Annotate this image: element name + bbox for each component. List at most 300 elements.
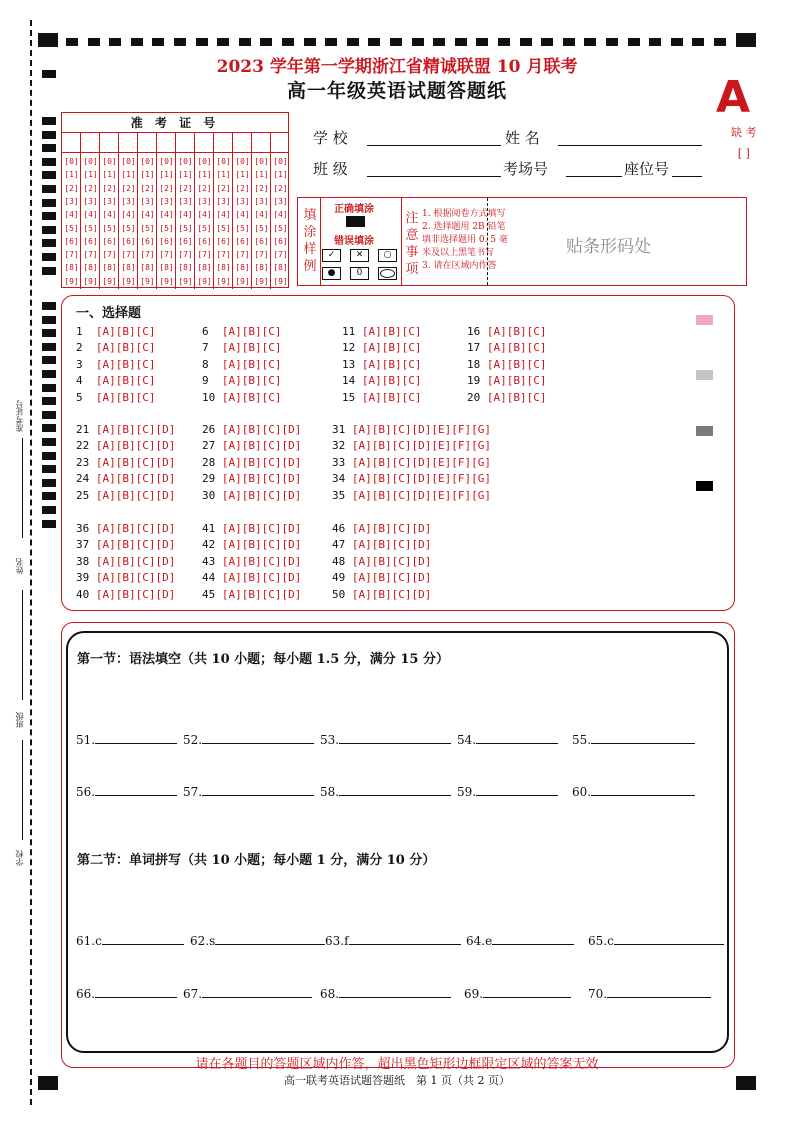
exam-number-bubble[interactable]: [8]	[273, 263, 288, 273]
answer-bubbles[interactable]: [A][B][C]	[221, 357, 282, 371]
timing-mark	[606, 38, 618, 46]
choice-question[interactable]	[76, 456, 175, 469]
exam-number-column	[157, 133, 176, 289]
exam-number-bubble[interactable]: [9]	[273, 276, 288, 286]
choice-question[interactable]	[342, 358, 421, 371]
choice-question[interactable]	[342, 374, 421, 387]
exam-number-bubble[interactable]: [0]	[102, 157, 117, 166]
exam-number-bubble[interactable]: [7]	[102, 250, 117, 260]
choice-question[interactable]	[202, 571, 301, 584]
exam-number-grid	[61, 112, 289, 288]
answer-bubbles[interactable]: [A][B][C][D]	[95, 472, 176, 486]
answer-bubbles[interactable]: [A][B][C]	[361, 390, 422, 404]
absent-area[interactable]	[731, 122, 757, 164]
choice-question[interactable]	[76, 538, 175, 551]
timing-mark	[42, 199, 56, 207]
exam-number-bubble[interactable]: [8]	[102, 263, 117, 273]
choice-question[interactable]	[342, 325, 421, 338]
exam-number-bubble[interactable]: [5]	[159, 223, 174, 233]
blank-line[interactable]	[339, 731, 451, 744]
exam-number-bubble[interactable]: [4]	[159, 210, 174, 220]
answer-bubbles[interactable]: [A][B][C][D]	[221, 455, 302, 469]
blank-line[interactable]	[202, 731, 314, 744]
exam-number-bubble[interactable]: [0]	[254, 157, 269, 166]
timing-mark	[412, 38, 424, 46]
exam-number-bubble[interactable]: [7]	[159, 250, 174, 260]
exam-number-bubble[interactable]: [6]	[83, 236, 98, 246]
blank-line[interactable]	[483, 985, 571, 998]
exam-number-bubble[interactable]: [2]	[273, 183, 288, 193]
corner-mark-top-right	[736, 33, 756, 47]
exam-number-bubble[interactable]: [6]	[159, 236, 174, 246]
answer-bubbles[interactable]: [A][B][C]	[486, 390, 547, 404]
exam-number-bubble[interactable]: [4]	[121, 210, 136, 220]
answer-bubbles[interactable]: [A][B][C][D]	[221, 439, 302, 453]
answer-blank[interactable]	[183, 731, 314, 747]
exam-number-bubble[interactable]: [3]	[273, 196, 288, 206]
exam-number-bubble[interactable]: [3]	[121, 196, 136, 206]
answer-bubbles[interactable]: [A][B][C][D]	[95, 571, 176, 585]
answer-bubbles[interactable]: [A][B][C][D]	[95, 538, 176, 552]
choice-question[interactable]	[202, 325, 281, 338]
exam-number-bubble[interactable]: [2]	[178, 183, 193, 193]
exam-number-bubble[interactable]: [6]	[235, 236, 250, 246]
exam-number-bubble[interactable]: [2]	[159, 183, 174, 193]
exam-number-bubble[interactable]: [7]	[254, 250, 269, 260]
exam-number-bubble[interactable]: [7]	[121, 250, 136, 260]
answer-blank[interactable]	[183, 985, 312, 1001]
answer-bubbles[interactable]: [A][B][C][D]	[221, 472, 302, 486]
answer-blank[interactable]	[190, 932, 325, 948]
exam-number-bubble[interactable]: [1]	[216, 170, 231, 180]
question-number: 47	[332, 538, 352, 552]
choice-question[interactable]	[332, 456, 491, 469]
exam-number-bubble[interactable]: [1]	[83, 170, 98, 180]
choice-question[interactable]	[332, 538, 431, 551]
exam-number-bubble[interactable]: [9]	[216, 276, 231, 286]
blank-line[interactable]	[591, 731, 695, 744]
exam-number-bubble[interactable]: [9]	[197, 276, 212, 286]
exam-number-bubble[interactable]: [4]	[64, 210, 79, 220]
answer-blank[interactable]	[320, 731, 451, 747]
answer-bubbles[interactable]: [A][B][C][D]	[221, 554, 302, 568]
choice-question[interactable]	[332, 588, 431, 601]
exam-number-bubble[interactable]: [8]	[159, 263, 174, 273]
margin-line-1	[22, 438, 23, 538]
choice-question[interactable]	[76, 341, 155, 354]
choice-question[interactable]	[342, 341, 421, 354]
choice-question[interactable]	[76, 325, 155, 338]
exam-number-bubble[interactable]: [8]	[235, 263, 250, 273]
answer-bubbles[interactable]: [A][B][C]	[95, 341, 156, 355]
choice-question[interactable]	[202, 538, 301, 551]
exam-number-bubble[interactable]: [8]	[216, 263, 231, 273]
blank-number: 59.	[457, 785, 477, 799]
exam-number-bubble[interactable]: [1]	[254, 170, 269, 180]
exam-number-bubble[interactable]: [5]	[83, 223, 98, 233]
exam-number-bubble[interactable]: [3]	[83, 196, 98, 206]
answer-bubbles[interactable]: [A][B][C]	[361, 357, 422, 371]
timing-mark	[42, 117, 56, 125]
exam-number-bubble[interactable]: [6]	[140, 236, 155, 246]
exam-number-bubble[interactable]: [9]	[159, 276, 174, 286]
exam-number-bubble[interactable]: [7]	[197, 250, 212, 260]
class-field[interactable]	[367, 175, 501, 177]
exam-number-bubble[interactable]: [1]	[235, 170, 250, 180]
timing-mark	[88, 38, 100, 46]
exam-number-bubble[interactable]: [1]	[159, 170, 174, 180]
question-number: 28	[202, 455, 222, 469]
blank-line[interactable]	[95, 783, 177, 796]
blank-line[interactable]	[492, 932, 574, 945]
answer-blank[interactable]	[76, 783, 177, 799]
answer-bubbles[interactable]: [A][B][C]	[221, 341, 282, 355]
choice-question[interactable]	[76, 555, 175, 568]
exam-number-bubble[interactable]: [2]	[102, 183, 117, 193]
answer-bubbles[interactable]: [A][B][C]	[221, 390, 282, 404]
exam-number-bubble[interactable]: [2]	[254, 183, 269, 193]
choice-question[interactable]	[332, 423, 491, 436]
exam-number-bubble[interactable]: [7]	[216, 250, 231, 260]
choice-question[interactable]	[202, 456, 301, 469]
answer-blank[interactable]	[572, 731, 695, 747]
exam-number-bubble[interactable]: [8]	[197, 263, 212, 273]
timing-mark	[42, 329, 56, 337]
exam-number-bubble[interactable]: [3]	[140, 196, 155, 206]
exam-number-bubble[interactable]: [6]	[254, 236, 269, 246]
choice-question[interactable]	[76, 588, 175, 601]
exam-number-bubble[interactable]: [0]	[121, 157, 136, 166]
answer-bubbles[interactable]: [A][B][C]	[486, 341, 547, 355]
choice-question[interactable]	[202, 374, 281, 387]
choice-question[interactable]	[76, 358, 155, 371]
choice-question[interactable]	[202, 439, 301, 452]
exam-number-bubble[interactable]: [3]	[159, 196, 174, 206]
answer-blank[interactable]	[572, 783, 695, 799]
exam-number-bubble[interactable]: [6]	[102, 236, 117, 246]
exam-number-bubble[interactable]: [9]	[254, 276, 269, 286]
choice-question[interactable]	[76, 439, 175, 452]
answer-bubbles[interactable]: [A][B][C][D]	[95, 488, 176, 502]
blank-number: 63.f	[325, 934, 349, 948]
blank-line[interactable]	[102, 932, 184, 945]
blank-line[interactable]	[476, 783, 558, 796]
question-number: 35	[332, 488, 352, 502]
timing-mark	[42, 185, 56, 193]
exam-number-bubble[interactable]: [0]	[159, 157, 174, 166]
exam-number-bubble[interactable]: [3]	[178, 196, 193, 206]
exam-number-bubble[interactable]: [1]	[140, 170, 155, 180]
answer-bubbles[interactable]: [A][B][C][D]	[95, 439, 176, 453]
choice-question[interactable]	[202, 341, 281, 354]
choice-question[interactable]	[332, 489, 491, 502]
exam-number-bubble[interactable]: [8]	[254, 263, 269, 273]
question-number: 30	[202, 488, 222, 502]
timing-mark	[282, 38, 294, 46]
exam-number-bubble[interactable]: [8]	[140, 263, 155, 273]
answer-bubbles[interactable]: [A][B][C][D]	[351, 538, 432, 552]
ellipse-mark-icon	[378, 267, 397, 280]
corner-mark-top-left	[38, 33, 58, 47]
answer-bubbles[interactable]: [A][B][C][D]	[221, 522, 302, 535]
exam-number-bubble[interactable]: [5]	[64, 223, 79, 233]
answer-bubbles[interactable]: [A][B][C]	[361, 341, 422, 355]
choice-question[interactable]	[467, 374, 546, 387]
exam-number-bubble[interactable]: [6]	[64, 236, 79, 246]
choice-question[interactable]	[332, 522, 431, 535]
choice-question[interactable]	[332, 439, 491, 452]
answer-bubbles[interactable]: [A][B][C]	[486, 357, 547, 371]
exam-number-bubble[interactable]: [3]	[102, 196, 117, 206]
answer-bubbles[interactable]: [A][B][C][D]	[351, 522, 432, 535]
answer-bubbles[interactable]: [A][B][C][D]	[95, 455, 176, 469]
answer-bubbles[interactable]: [A][B][C][D]	[95, 423, 176, 436]
blank-number: 62.s	[190, 934, 216, 948]
exam-number-bubble[interactable]: [5]	[140, 223, 155, 233]
margin-line-3	[22, 740, 23, 840]
absent-checkbox[interactable]: [ ]	[737, 147, 750, 160]
answer-blank[interactable]	[320, 985, 451, 1001]
exam-number-bubble[interactable]: [2]	[216, 183, 231, 193]
blank-line[interactable]	[349, 932, 461, 945]
exam-number-bubble[interactable]: [9]	[178, 276, 193, 286]
exam-number-bubble[interactable]: [5]	[197, 223, 212, 233]
exam-number-bubble[interactable]: [8]	[178, 263, 193, 273]
exam-number-bubble[interactable]: [5]	[254, 223, 269, 233]
name-field[interactable]	[558, 144, 702, 146]
exam-number-column	[119, 133, 138, 289]
answer-bubbles[interactable]: [A][B][C]	[95, 374, 156, 388]
answer-bubbles[interactable]: [A][B][C][D]	[351, 571, 432, 585]
exam-number-bubble[interactable]: [5]	[273, 223, 288, 233]
exam-number-bubble[interactable]: [3]	[235, 196, 250, 206]
exam-number-bubble[interactable]: [3]	[64, 196, 79, 206]
exam-number-bubble[interactable]: [5]	[216, 223, 231, 233]
exam-number-bubble[interactable]: [2]	[235, 183, 250, 193]
exam-number-bubble[interactable]: [4]	[102, 210, 117, 220]
answer-bubbles[interactable]: [A][B][C][D]	[351, 554, 432, 568]
answer-bubbles[interactable]: [A][B][C][D][E][F][G]	[351, 488, 491, 502]
choice-question[interactable]	[76, 472, 175, 485]
school-field[interactable]	[367, 144, 501, 146]
blank-line[interactable]	[476, 731, 558, 744]
answer-bubbles[interactable]: [A][B][C][D]	[95, 522, 176, 535]
exam-number-bubble[interactable]: [4]	[140, 210, 155, 220]
exam-number-bubble[interactable]: [4]	[235, 210, 250, 220]
choice-question[interactable]	[202, 588, 301, 601]
answer-bubbles[interactable]: [A][B][C][D]	[221, 587, 302, 601]
choice-question[interactable]	[332, 555, 431, 568]
exam-number-bubble[interactable]: [0]	[216, 157, 231, 166]
exam-number-bubble[interactable]: [0]	[273, 157, 288, 166]
question-number: 24	[76, 472, 96, 486]
answer-bubbles[interactable]: [A][B][C]	[486, 374, 547, 388]
exam-number-bubble[interactable]: [0]	[178, 157, 193, 166]
exam-number-bubble[interactable]: [7]	[273, 250, 288, 260]
answer-blank[interactable]	[457, 731, 558, 747]
answer-blank[interactable]	[183, 783, 314, 799]
answer-bubbles[interactable]: [A][B][C][D][E][F][G]	[351, 455, 491, 469]
exam-number-bubble[interactable]: [4]	[216, 210, 231, 220]
exam-number-bubble[interactable]: [8]	[64, 263, 79, 273]
barcode-divider	[487, 198, 488, 285]
exam-number-bubble[interactable]: [2]	[83, 183, 98, 193]
answer-bubbles[interactable]: [A][B][C][D]	[351, 587, 432, 601]
exam-number-bubble[interactable]: [8]	[121, 263, 136, 273]
exam-number-bubble[interactable]: [1]	[64, 170, 79, 180]
answer-bubbles[interactable]: [A][B][C][D][E][F][G]	[351, 472, 491, 486]
choice-question[interactable]	[342, 391, 421, 404]
answer-bubbles[interactable]: [A][B][C][D]	[95, 587, 176, 601]
answer-blank[interactable]	[466, 932, 574, 948]
exam-number-bubble[interactable]: [4]	[178, 210, 193, 220]
answer-bubbles[interactable]: [A][B][C]	[221, 325, 282, 338]
exam-number-bubble[interactable]: [5]	[178, 223, 193, 233]
exam-number-bubble[interactable]: [2]	[64, 183, 79, 193]
answer-bubbles[interactable]: [A][B][C][D]	[95, 554, 176, 568]
exam-number-bubble[interactable]: [0]	[235, 157, 250, 166]
exam-number-bubble[interactable]: [5]	[235, 223, 250, 233]
timing-mark	[42, 465, 56, 473]
exam-number-bubble[interactable]: [1]	[121, 170, 136, 180]
exam-number-bubble[interactable]: [9]	[102, 276, 117, 286]
answer-blank[interactable]	[588, 985, 711, 1001]
exam-number-bubble[interactable]: [1]	[273, 170, 288, 180]
choice-question[interactable]	[467, 358, 546, 371]
exam-number-bubble[interactable]: [1]	[197, 170, 212, 180]
blank-line[interactable]	[614, 932, 724, 945]
question-number: 31	[332, 423, 352, 436]
blank-line[interactable]	[339, 985, 451, 998]
exam-number-bubble[interactable]: [3]	[216, 196, 231, 206]
choice-question[interactable]	[76, 374, 155, 387]
exam-number-bubble[interactable]: [6]	[121, 236, 136, 246]
exam-number-bubble[interactable]: [7]	[140, 250, 155, 260]
answer-blank[interactable]	[76, 731, 177, 747]
choice-question[interactable]	[332, 472, 491, 485]
question-number: 19	[467, 374, 487, 388]
answer-bubbles[interactable]: [A][B][C]	[95, 390, 156, 404]
exam-number-bubble[interactable]: [0]	[64, 157, 79, 166]
blank-line[interactable]	[202, 783, 314, 796]
exam-number-bubble[interactable]: [0]	[83, 157, 98, 166]
choice-question[interactable]	[467, 341, 546, 354]
choice-question[interactable]	[202, 358, 281, 371]
choice-question[interactable]	[202, 489, 301, 502]
exam-number-bubble[interactable]: [5]	[102, 223, 117, 233]
choice-question[interactable]	[467, 325, 546, 338]
barcode-area-label[interactable]: 贴条形码处	[566, 237, 651, 257]
exam-number-bubble[interactable]: [3]	[254, 196, 269, 206]
exam-number-bubble[interactable]: [9]	[235, 276, 250, 286]
choice-question[interactable]	[202, 555, 301, 568]
exam-number-bubble[interactable]: [0]	[197, 157, 212, 166]
exam-number-bubble[interactable]: [7]	[235, 250, 250, 260]
choice-question[interactable]	[76, 571, 175, 584]
exam-number-bubble[interactable]: [2]	[140, 183, 155, 193]
exam-number-bubble[interactable]: [4]	[254, 210, 269, 220]
choice-question[interactable]	[202, 423, 301, 436]
answer-blank[interactable]	[320, 783, 451, 799]
answer-bubbles[interactable]: [A][B][C][D]	[221, 423, 302, 436]
exam-number-bubble[interactable]: [6]	[273, 236, 288, 246]
answer-blank[interactable]	[325, 932, 461, 948]
blank-line[interactable]	[95, 731, 177, 744]
blank-line[interactable]	[591, 783, 695, 796]
exam-number-bubble[interactable]: [4]	[273, 210, 288, 220]
blank-line[interactable]	[215, 932, 325, 945]
exam-number-bubble[interactable]: [2]	[197, 183, 212, 193]
answer-bubbles[interactable]: [A][B][C]	[361, 374, 422, 388]
room-field[interactable]	[566, 175, 622, 177]
answer-blank[interactable]	[588, 932, 724, 948]
answer-bubbles[interactable]: [A][B][C]	[361, 325, 422, 338]
answer-bubbles[interactable]: [A][B][C][D][E][F][G]	[351, 423, 491, 436]
exam-number-bubble[interactable]: [6]	[178, 236, 193, 246]
exam-number-bubble[interactable]: [5]	[121, 223, 136, 233]
exam-number-bubble[interactable]: [4]	[83, 210, 98, 220]
answer-bubbles[interactable]: [A][B][C][D]	[221, 538, 302, 552]
answer-bubbles[interactable]: [A][B][C]	[486, 325, 547, 338]
exam-number-bubble[interactable]: [8]	[83, 263, 98, 273]
blank-line[interactable]	[339, 783, 451, 796]
choice-question[interactable]	[202, 522, 301, 535]
answer-blank[interactable]	[76, 985, 177, 1001]
choice-question[interactable]	[76, 423, 175, 436]
question-number: 3	[76, 357, 96, 371]
blank-line[interactable]	[607, 985, 711, 998]
choice-question[interactable]	[202, 391, 281, 404]
exam-number-bubble[interactable]: [0]	[140, 157, 155, 166]
answer-bubbles[interactable]: [A][B][C][D][E][F][G]	[351, 439, 491, 453]
choice-question[interactable]	[332, 571, 431, 584]
exam-number-bubble[interactable]: [4]	[197, 210, 212, 220]
answer-bubbles[interactable]: [A][B][C]	[95, 325, 156, 338]
exam-number-bubble[interactable]: [6]	[216, 236, 231, 246]
answer-blank[interactable]	[457, 783, 558, 799]
choice-question[interactable]	[76, 522, 175, 535]
answer-bubbles[interactable]: [A][B][C][D]	[221, 488, 302, 502]
exam-number-bubble[interactable]: [6]	[197, 236, 212, 246]
exam-number-bubble[interactable]: [9]	[140, 276, 155, 286]
exam-number-bubble[interactable]: [2]	[121, 183, 136, 193]
seat-field[interactable]	[672, 175, 702, 177]
answer-blank[interactable]	[76, 932, 184, 948]
blank-line[interactable]	[95, 985, 177, 998]
exam-number-bubble[interactable]: [9]	[83, 276, 98, 286]
blank-line[interactable]	[202, 985, 312, 998]
choice-question[interactable]	[202, 472, 301, 485]
question-number: 29	[202, 472, 222, 486]
answer-blank[interactable]	[464, 985, 571, 1001]
exam-number-bubble[interactable]: [9]	[64, 276, 79, 286]
question-number: 9	[202, 374, 222, 388]
exam-number-bubble[interactable]: [7]	[178, 250, 193, 260]
answer-bubbles[interactable]: [A][B][C]	[95, 357, 156, 371]
choice-question[interactable]	[76, 489, 175, 502]
exam-number-bubble[interactable]: [7]	[64, 250, 79, 260]
choice-question[interactable]	[76, 391, 155, 404]
answer-bubbles[interactable]: [A][B][C]	[221, 374, 282, 388]
choice-question[interactable]	[467, 391, 546, 404]
exam-number-bubble[interactable]: [9]	[121, 276, 136, 286]
exam-number-bubble[interactable]: [1]	[178, 170, 193, 180]
exam-number-bubble[interactable]: [1]	[102, 170, 117, 180]
answer-bubbles[interactable]: [A][B][C][D]	[221, 571, 302, 585]
exam-number-bubble[interactable]: [3]	[197, 196, 212, 206]
sheet-title: 高一年级英语试题答题纸	[286, 80, 507, 102]
exam-number-bubble[interactable]: [7]	[83, 250, 98, 260]
